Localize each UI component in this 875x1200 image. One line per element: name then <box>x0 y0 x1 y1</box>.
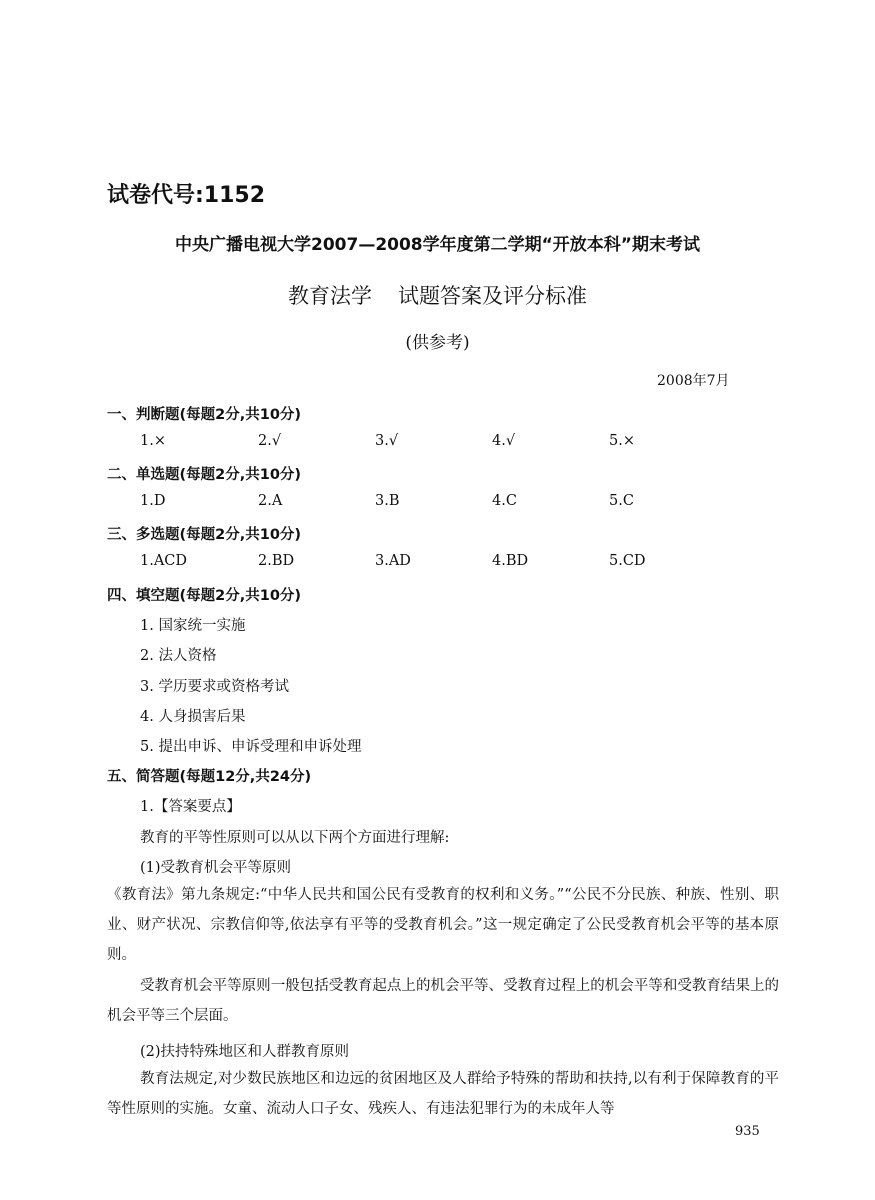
answer-item: 5.C <box>609 493 634 509</box>
answer-item: 1.× <box>140 433 166 449</box>
answer-paragraph: 受教育机会平等原则一般包括受教育起点上的机会平等、受教育过程上的机会平等和受教育结果上的机会平等三个层面。 <box>107 978 779 1024</box>
answer-item: 5.× <box>609 433 635 449</box>
answer-item: 3.B <box>375 493 400 509</box>
document-type: 试题答案及评分标准 <box>398 284 587 308</box>
answer-item: 4.BD <box>492 553 529 569</box>
exam-date: 2008年7月 <box>657 373 730 389</box>
section-title-single-choice: 二、单选题(每题2分,共10分) <box>107 467 302 483</box>
document-title <box>0 280 875 310</box>
section-title-multiple-choice: 三、多选题(每题2分,共10分) <box>107 527 302 543</box>
answer-item: 1.ACD <box>140 553 188 569</box>
fill-answer-item: 2. 法人资格 <box>140 648 217 664</box>
answer-item: 3.AD <box>375 553 411 569</box>
page-number: 935 <box>735 1124 760 1139</box>
answer-item: 2.BD <box>258 553 295 569</box>
exam-title: 中央广播电视大学2007—2008学年度第二学期“开放本科”期末考试 <box>175 235 700 255</box>
answer-item: 3.√ <box>375 433 399 449</box>
answer-paragraph: 《教育法》第九条规定:“中华人民共和国公民有受教育的权利和义务。”“公民不分民族、种族、性别、职业、财产状况、宗教信仰等,依法享有平等的受教育机会。”这一规定确定了公民受教育机会平等的基本原则。 <box>107 887 779 963</box>
answer-intro: 教育的平等性原则可以从以下两个方面进行理解: <box>140 830 450 846</box>
paper-code: 试卷代号:1152 <box>107 183 266 208</box>
answer-paragraph: 教育法规定,对少数民族地区和边远的贫困地区及人群给予特殊的帮助和扶持,以有利于保障教育的平等性原则的实施。女童、流动人口子女、残疾人、有违法犯罪行为的未成年人等 <box>107 1071 779 1117</box>
answer-key-heading: 1.【答案要点】 <box>140 799 241 815</box>
section-title-short-answer: 五、简答题(每题12分,共24分) <box>107 769 312 785</box>
answer-item: 2.√ <box>258 433 282 449</box>
answer-item: 2.A <box>258 493 283 509</box>
point-heading: (2)扶持特殊地区和人群教育原则 <box>140 1044 350 1060</box>
section-title-fill-blank: 四、填空题(每题2分,共10分) <box>107 588 302 604</box>
point-heading: (1)受教育机会平等原则 <box>140 860 292 876</box>
answer-item: 4.√ <box>492 433 516 449</box>
fill-answer-item: 5. 提出申诉、申诉受理和申诉处理 <box>140 739 362 755</box>
fill-answer-item: 1. 国家统一实施 <box>140 618 246 634</box>
section-title-true-false: 一、判断题(每题2分,共10分) <box>107 407 302 423</box>
answer-item: 5.CD <box>609 553 646 569</box>
reference-note: (供参考) <box>405 333 470 353</box>
fill-answer-item: 3. 学历要求或资格考试 <box>140 679 289 695</box>
fill-answer-item: 4. 人身损害后果 <box>140 709 246 725</box>
answer-item: 1.D <box>140 493 166 509</box>
subject-name: 教育法学 <box>288 284 372 308</box>
answer-item: 4.C <box>492 493 517 509</box>
